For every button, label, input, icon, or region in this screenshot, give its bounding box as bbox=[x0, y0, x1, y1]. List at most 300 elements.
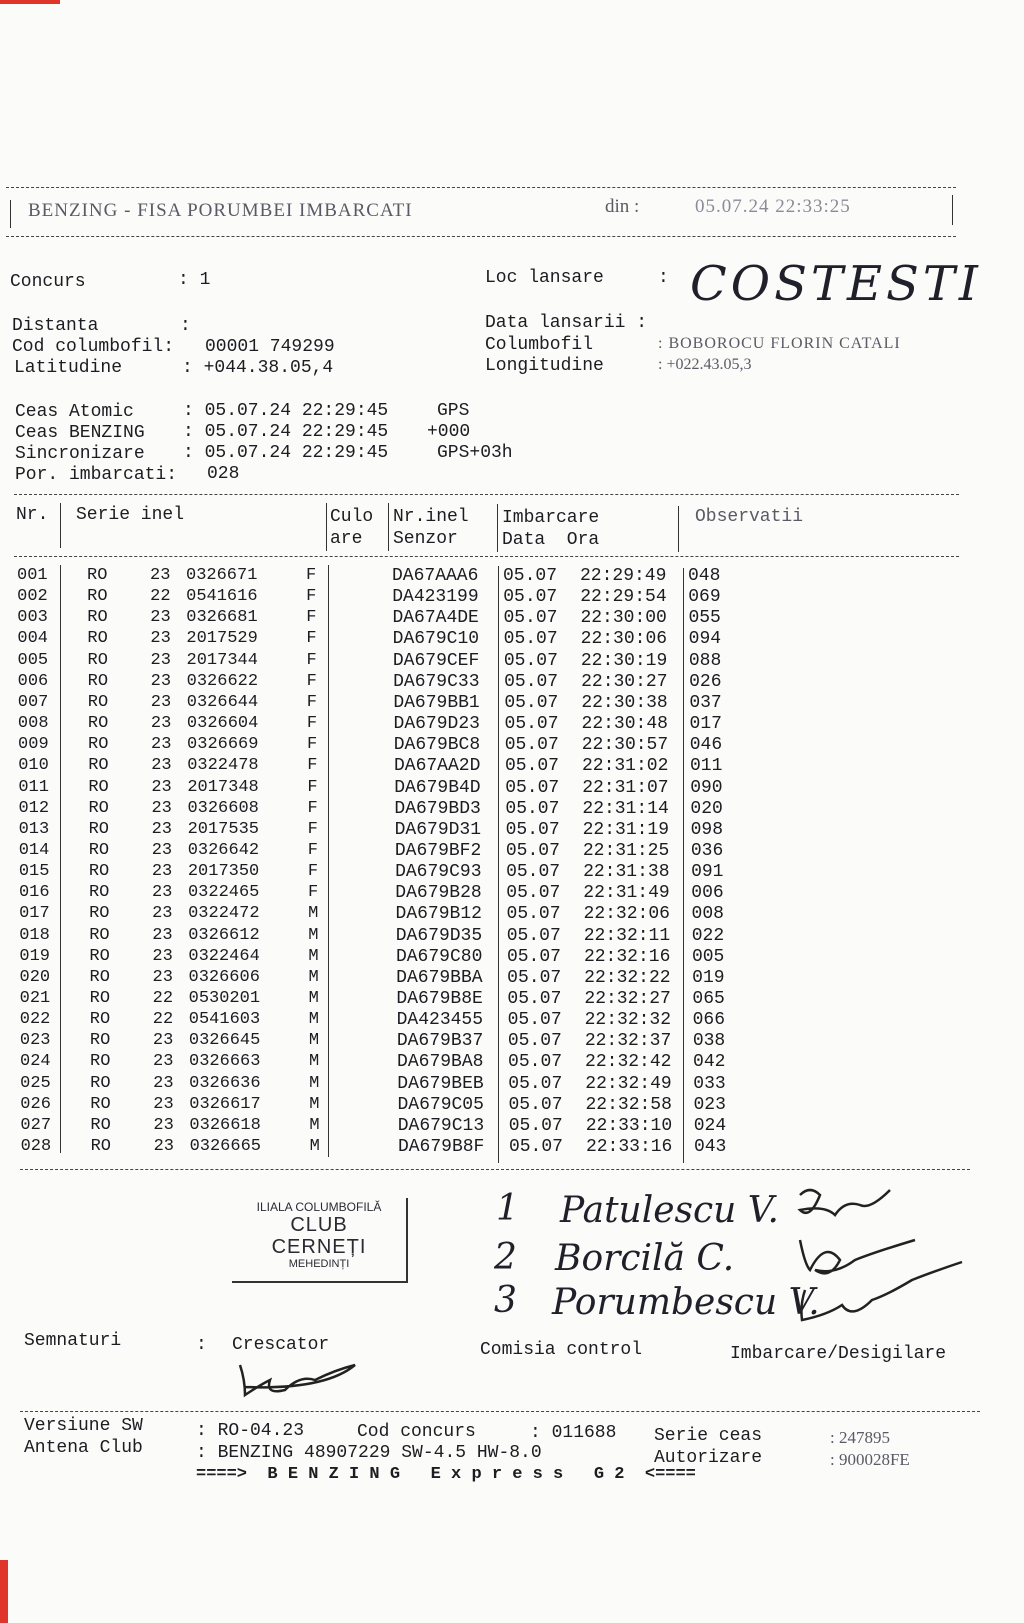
row-nr: 013 bbox=[18, 819, 50, 839]
row-country: RO bbox=[89, 925, 110, 945]
row-nr: 004 bbox=[17, 629, 48, 649]
cod-concurs-value: : 011688 bbox=[530, 1423, 617, 1443]
versiune-sw-label: Versiune SW bbox=[24, 1416, 143, 1436]
row-time: 22:29:54 bbox=[580, 587, 667, 608]
row-observatii: 048 bbox=[688, 566, 721, 586]
row-time: 22:31:07 bbox=[582, 777, 669, 798]
row-date: 05.07 bbox=[505, 777, 560, 798]
col-header-culoare-2: are bbox=[330, 529, 363, 549]
row-year: 23 bbox=[152, 1031, 174, 1051]
semnaturi-label: Semnaturi bbox=[24, 1331, 122, 1351]
antena-club-label: Antena Club bbox=[24, 1438, 143, 1458]
row-country: RO bbox=[89, 989, 111, 1008]
stamp-line-3: CERNEȚI bbox=[271, 1236, 367, 1258]
row-nr: 010 bbox=[18, 756, 49, 776]
row-time: 22:32:11 bbox=[583, 925, 671, 946]
row-country: RO bbox=[87, 692, 109, 712]
longitudine-label: Longitudine bbox=[485, 356, 604, 376]
row-nr: 025 bbox=[20, 1073, 51, 1093]
row-observatii: 088 bbox=[688, 650, 722, 671]
row-observatii: 005 bbox=[691, 946, 725, 967]
row-date: 05.07 bbox=[503, 629, 558, 650]
row-time: 22:32:37 bbox=[584, 1031, 672, 1052]
row-sensor: DA67A4DE bbox=[392, 608, 479, 629]
cod-concurs-label: Cod concurs bbox=[357, 1422, 476, 1442]
row-ring-number: 0326669 bbox=[187, 735, 259, 755]
row-country: RO bbox=[87, 671, 109, 691]
row-time: 22:32:49 bbox=[585, 1073, 672, 1094]
row-year: 23 bbox=[150, 566, 171, 585]
row-date: 05.07 bbox=[504, 735, 559, 756]
row-country: RO bbox=[88, 862, 110, 882]
row-sex: F bbox=[306, 587, 317, 607]
row-sensor: DA423199 bbox=[392, 587, 479, 608]
row-ring-number: 0326618 bbox=[189, 1115, 261, 1135]
row-date: 05.07 bbox=[505, 819, 560, 840]
footer-top-border bbox=[20, 1411, 980, 1412]
stamp-line-2: CLUB bbox=[290, 1214, 348, 1236]
row-sensor: DA679B28 bbox=[395, 883, 482, 904]
row-time: 22:32:16 bbox=[583, 946, 671, 967]
row-sex: M bbox=[308, 989, 319, 1008]
row-year: 23 bbox=[150, 692, 172, 712]
row-country: RO bbox=[89, 1031, 111, 1051]
commission-member-3: Porumbescu V. bbox=[552, 1282, 820, 1323]
row-year: 22 bbox=[152, 1010, 174, 1030]
row-ring-number: 2017348 bbox=[187, 777, 259, 797]
col-header-nr: Nr. bbox=[16, 505, 49, 525]
row-nr: 008 bbox=[17, 714, 49, 734]
autorizare-value: : 900028FE bbox=[830, 1450, 910, 1469]
row-year: 23 bbox=[152, 925, 173, 945]
row-country: RO bbox=[88, 756, 109, 776]
row-nr: 026 bbox=[20, 1094, 51, 1114]
row-date: 05.07 bbox=[504, 714, 559, 735]
row-country: RO bbox=[90, 1052, 111, 1072]
row-nr: 007 bbox=[17, 692, 49, 712]
row-date: 05.07 bbox=[503, 587, 558, 608]
row-sensor: DA679BB1 bbox=[393, 692, 480, 713]
row-year: 23 bbox=[153, 1115, 174, 1135]
row-observatii: 042 bbox=[693, 1052, 726, 1073]
row-time: 22:32:22 bbox=[584, 967, 671, 988]
row-observatii: 036 bbox=[690, 840, 724, 861]
sincronizare-extra: GPS+03h bbox=[437, 443, 513, 463]
col-header-observatii: Observatii bbox=[695, 507, 804, 527]
row-observatii: 011 bbox=[689, 756, 723, 777]
row-date: 05.07 bbox=[503, 566, 558, 586]
row-date: 05.07 bbox=[508, 1052, 563, 1073]
loc-sep: : bbox=[658, 268, 669, 288]
row-sensor: DA423455 bbox=[396, 1010, 484, 1031]
row-sex: M bbox=[309, 1052, 320, 1072]
row-time: 22:30:19 bbox=[580, 650, 668, 671]
row-ring-number: 0326612 bbox=[188, 925, 260, 945]
row-sex: M bbox=[309, 1115, 320, 1135]
row-year: 23 bbox=[150, 650, 171, 670]
row-date: 05.07 bbox=[505, 840, 560, 861]
columbofil-label: Columbofil bbox=[485, 335, 594, 355]
row-date: 05.07 bbox=[506, 946, 561, 967]
row-ring-number: 0326681 bbox=[186, 608, 258, 628]
row-nr: 023 bbox=[19, 1031, 51, 1051]
cod-columbofil-value: 00001 749299 bbox=[205, 337, 335, 357]
row-sensor: DA679C05 bbox=[397, 1094, 484, 1115]
row-observatii: 023 bbox=[693, 1094, 726, 1115]
sincronizare-label: Sincronizare bbox=[15, 444, 145, 464]
row-sensor: DA679C80 bbox=[395, 946, 483, 967]
row-country: RO bbox=[89, 1010, 111, 1030]
row-observatii: 091 bbox=[691, 862, 724, 883]
row-sex: F bbox=[307, 862, 319, 882]
row-ring-number: 0322465 bbox=[187, 883, 260, 903]
row-time: 22:31:19 bbox=[582, 819, 670, 840]
row-country: RO bbox=[87, 608, 108, 628]
row-nr: 012 bbox=[18, 798, 50, 818]
row-ring-number: 0326671 bbox=[186, 566, 258, 585]
row-sex: M bbox=[308, 904, 319, 924]
row-sex: F bbox=[307, 756, 318, 776]
commission-number-3: 3 bbox=[494, 1280, 517, 1321]
row-sensor: DA67AAA6 bbox=[392, 566, 479, 586]
distanta-sep: : bbox=[180, 316, 191, 336]
row-ring-number: 0541603 bbox=[188, 1010, 261, 1030]
stamp-line-1: ILIALA COLUMBOFILĂ bbox=[256, 1200, 382, 1214]
row-year: 23 bbox=[151, 819, 172, 839]
row-sex: F bbox=[306, 692, 317, 712]
row-nr: 006 bbox=[17, 671, 49, 691]
row-observatii: 022 bbox=[691, 925, 725, 946]
row-sensor: DA67AA2D bbox=[393, 756, 481, 777]
row-nr: 019 bbox=[19, 946, 50, 966]
row-country: RO bbox=[89, 946, 110, 966]
row-nr: 003 bbox=[17, 608, 48, 628]
row-ring-number: 0326622 bbox=[186, 671, 259, 691]
row-year: 23 bbox=[151, 735, 172, 755]
row-nr: 022 bbox=[19, 1010, 51, 1030]
row-year: 23 bbox=[151, 777, 172, 797]
row-date: 05.07 bbox=[508, 1073, 563, 1094]
row-sex: M bbox=[308, 967, 319, 987]
row-ring-number: 0326663 bbox=[189, 1052, 261, 1072]
row-date: 05.07 bbox=[503, 608, 558, 629]
row-country: RO bbox=[87, 566, 108, 585]
ceas-atomic-label: Ceas Atomic bbox=[15, 402, 134, 422]
row-country: RO bbox=[88, 819, 109, 839]
row-ring-number: 0322464 bbox=[188, 946, 260, 966]
row-time: 22:30:38 bbox=[581, 692, 668, 713]
row-date: 05.07 bbox=[507, 967, 562, 988]
row-sex: F bbox=[306, 608, 317, 628]
row-nr: 002 bbox=[17, 587, 48, 607]
commission-member-1: Patulescu V. bbox=[560, 1190, 779, 1231]
row-nr: 020 bbox=[19, 967, 51, 987]
row-time: 22:33:10 bbox=[585, 1115, 673, 1136]
row-date: 05.07 bbox=[507, 1031, 562, 1052]
ceas-benzing-label: Ceas BENZING bbox=[15, 423, 145, 443]
row-date: 05.07 bbox=[503, 650, 558, 671]
row-sensor: DA679CEF bbox=[392, 650, 480, 671]
row-observatii: 038 bbox=[692, 1031, 726, 1052]
porumbei-imbarcati-label: Por. imbarcati: bbox=[15, 465, 178, 485]
columbofil-value: : BOBOROCU FLORIN CATALI bbox=[658, 335, 901, 352]
col-header-imbarcare: Imbarcare bbox=[502, 508, 600, 528]
row-country: RO bbox=[88, 840, 110, 860]
loc-label: Loc lansare bbox=[485, 268, 604, 288]
row-year: 23 bbox=[151, 756, 172, 776]
serie-ceas-label: Serie ceas bbox=[654, 1426, 763, 1446]
row-observatii: 020 bbox=[690, 798, 723, 819]
row-ring-number: 0530201 bbox=[188, 989, 261, 1008]
row-sex: F bbox=[307, 840, 318, 860]
row-sex: F bbox=[307, 735, 318, 755]
row-sex: F bbox=[306, 566, 317, 585]
longitudine-value: : +022.43.05,3 bbox=[658, 356, 752, 373]
row-year: 23 bbox=[151, 798, 172, 818]
ceas-benzing-extra: +000 bbox=[427, 422, 471, 442]
row-time: 22:29:49 bbox=[580, 566, 667, 586]
row-ring-number: 0326606 bbox=[188, 967, 260, 987]
row-time: 22:30:06 bbox=[580, 629, 668, 650]
sincronizare-value: : 05.07.24 22:29:45 bbox=[183, 443, 389, 463]
row-sex: M bbox=[309, 1073, 320, 1093]
row-sensor: DA679B4D bbox=[394, 777, 481, 798]
row-observatii: 094 bbox=[688, 629, 722, 650]
row-time: 22:31:14 bbox=[582, 798, 669, 819]
row-time: 22:31:02 bbox=[581, 756, 669, 777]
row-country: RO bbox=[87, 714, 109, 734]
row-sensor: DA679C10 bbox=[392, 629, 480, 650]
row-sensor: DA679BC8 bbox=[393, 735, 481, 756]
row-sex: M bbox=[308, 1031, 320, 1051]
row-year: 23 bbox=[153, 1137, 174, 1157]
row-sex: M bbox=[309, 1094, 320, 1114]
row-year: 23 bbox=[151, 862, 173, 882]
row-observatii: 065 bbox=[692, 989, 725, 1009]
row-nr: 027 bbox=[20, 1115, 52, 1135]
row-year: 23 bbox=[152, 904, 173, 924]
row-observatii: 026 bbox=[689, 671, 722, 692]
row-observatii: 037 bbox=[689, 692, 722, 713]
row-date: 05.07 bbox=[506, 883, 561, 904]
latitudine-value: : +044.38.05,4 bbox=[182, 358, 334, 378]
row-observatii: 046 bbox=[689, 735, 723, 756]
imbarcare-desigilare-label: Imbarcare/Desigilare bbox=[730, 1344, 947, 1364]
ceas-atomic-value: : 05.07.24 22:29:45 bbox=[183, 401, 389, 421]
row-sensor: DA679C33 bbox=[393, 671, 480, 692]
col-header-nrinel-2: Senzor bbox=[393, 529, 458, 549]
row-observatii: 043 bbox=[693, 1137, 727, 1158]
commission-number-2: 2 bbox=[494, 1237, 517, 1278]
row-country: RO bbox=[88, 777, 109, 797]
row-ring-number: 0326604 bbox=[186, 714, 259, 734]
row-nr: 018 bbox=[19, 925, 50, 945]
row-nr: 024 bbox=[20, 1052, 51, 1072]
row-time: 22:31:38 bbox=[583, 862, 670, 883]
row-year: 23 bbox=[152, 967, 173, 987]
row-year: 23 bbox=[150, 671, 172, 691]
col-header-culoare: Culo bbox=[330, 507, 374, 527]
row-sensor: DA679B8F bbox=[397, 1137, 485, 1158]
row-sensor: DA679D31 bbox=[394, 819, 482, 840]
row-sex: M bbox=[308, 946, 319, 966]
row-year: 23 bbox=[153, 1052, 174, 1072]
row-date: 05.07 bbox=[506, 925, 561, 946]
row-year: 22 bbox=[150, 587, 171, 607]
row-country: RO bbox=[88, 883, 110, 903]
row-date: 05.07 bbox=[506, 862, 561, 883]
row-sensor: DA679B12 bbox=[395, 904, 482, 925]
row-observatii: 066 bbox=[692, 1010, 726, 1031]
row-time: 22:32:06 bbox=[583, 904, 670, 925]
loc-value-handwritten: COSTESTI bbox=[690, 256, 982, 312]
row-time: 22:30:57 bbox=[581, 735, 669, 756]
row-year: 23 bbox=[150, 714, 172, 734]
row-country: RO bbox=[90, 1073, 111, 1093]
row-country: RO bbox=[89, 967, 110, 987]
row-observatii: 055 bbox=[688, 608, 721, 629]
serie-ceas-value: : 247895 bbox=[830, 1428, 890, 1447]
row-nr: 009 bbox=[18, 735, 49, 755]
row-time: 22:31:25 bbox=[582, 840, 670, 861]
row-time: 22:30:48 bbox=[581, 714, 668, 735]
row-sex: F bbox=[307, 798, 318, 818]
row-date: 05.07 bbox=[504, 756, 559, 777]
concurs-value: : 1 bbox=[178, 270, 211, 290]
row-sensor: DA679C13 bbox=[397, 1115, 485, 1136]
row-date: 05.07 bbox=[508, 1094, 563, 1115]
row-time: 22:33:16 bbox=[585, 1137, 673, 1158]
concurs-label: Concurs bbox=[10, 272, 86, 292]
commission-number-1: 1 bbox=[496, 1188, 519, 1229]
data-lansarii-label: Data lansarii : bbox=[485, 313, 648, 333]
row-observatii: 024 bbox=[693, 1115, 727, 1136]
row-nr: 005 bbox=[17, 650, 49, 670]
row-sensor: DA679B8E bbox=[396, 989, 483, 1009]
row-country: RO bbox=[87, 629, 108, 649]
row-sex: F bbox=[306, 671, 317, 691]
row-time: 22:32:32 bbox=[584, 1010, 672, 1031]
row-country: RO bbox=[88, 735, 109, 755]
row-ring-number: 2017535 bbox=[187, 819, 259, 839]
row-sensor: DA679BEB bbox=[397, 1073, 484, 1094]
row-year: 23 bbox=[152, 946, 173, 966]
row-observatii: 098 bbox=[690, 819, 724, 840]
din-label: din : bbox=[605, 196, 640, 217]
row-country: RO bbox=[87, 587, 108, 607]
row-date: 05.07 bbox=[507, 1010, 562, 1031]
row-country: RO bbox=[90, 1137, 111, 1157]
row-date: 05.07 bbox=[508, 1137, 563, 1158]
row-nr: 001 bbox=[17, 566, 48, 585]
row-year: 23 bbox=[151, 883, 173, 903]
col-header-serie: Serie inel bbox=[76, 505, 185, 525]
row-time: 22:31:49 bbox=[583, 883, 670, 904]
col-header-imbarcare-2: Data Ora bbox=[502, 530, 600, 550]
ceas-benzing-value: : 05.07.24 22:29:45 bbox=[183, 422, 389, 442]
comisia-control-label: Comisia control bbox=[480, 1340, 643, 1360]
versiune-sw-value: : RO-04.23 bbox=[196, 1421, 305, 1441]
row-time: 22:30:27 bbox=[581, 671, 668, 692]
row-nr: 011 bbox=[18, 777, 49, 797]
row-country: RO bbox=[90, 1094, 111, 1114]
row-sex: F bbox=[307, 883, 319, 903]
row-ring-number: 2017529 bbox=[186, 629, 258, 649]
row-sex: M bbox=[308, 925, 319, 945]
row-sex: M bbox=[308, 1010, 319, 1030]
row-country: RO bbox=[87, 650, 108, 670]
row-country: RO bbox=[89, 904, 110, 924]
row-sensor: DA679BA8 bbox=[397, 1052, 484, 1073]
row-nr: 015 bbox=[18, 862, 50, 882]
row-date: 05.07 bbox=[504, 692, 559, 713]
row-sex: F bbox=[306, 629, 317, 649]
row-country: RO bbox=[88, 798, 109, 818]
row-ring-number: 0322478 bbox=[187, 756, 259, 776]
row-ring-number: 0322472 bbox=[188, 904, 260, 924]
row-observatii: 008 bbox=[691, 904, 724, 925]
col-header-nrinel: Nr.inel bbox=[393, 507, 469, 527]
row-time: 22:32:42 bbox=[585, 1052, 672, 1073]
row-ring-number: 0326642 bbox=[187, 840, 260, 860]
row-sensor: DA679BBA bbox=[396, 967, 483, 988]
row-time: 22:32:27 bbox=[584, 989, 671, 1009]
row-time: 22:32:58 bbox=[585, 1094, 672, 1115]
row-nr: 014 bbox=[18, 840, 50, 860]
row-observatii: 019 bbox=[692, 967, 725, 988]
row-sensor: DA679D23 bbox=[393, 714, 480, 735]
row-observatii: 017 bbox=[689, 714, 722, 735]
row-sex: F bbox=[306, 714, 318, 734]
row-year: 23 bbox=[151, 840, 173, 860]
row-ring-number: 0326617 bbox=[189, 1094, 261, 1114]
page-title: BENZING - FISA PORUMBEI IMBARCATI bbox=[28, 200, 413, 221]
row-year: 23 bbox=[153, 1073, 174, 1093]
row-sex: M bbox=[309, 1137, 320, 1157]
autorizare-label: Autorizare bbox=[654, 1448, 763, 1468]
row-sensor: DA679D35 bbox=[395, 925, 483, 946]
row-nr: 028 bbox=[20, 1137, 52, 1157]
stamp-line-4: MEHEDINȚI bbox=[288, 1258, 350, 1270]
row-ring-number: 0326608 bbox=[187, 798, 259, 818]
din-value: 05.07.24 22:33:25 bbox=[695, 196, 851, 217]
row-time: 22:30:00 bbox=[580, 608, 667, 629]
antena-club-value: : BENZING 48907229 SW-4.5 HW-8.0 bbox=[196, 1443, 542, 1463]
row-sensor: DA679B37 bbox=[396, 1031, 484, 1052]
semnaturi-sep: : bbox=[196, 1335, 207, 1355]
row-ring-number: 0326665 bbox=[189, 1137, 261, 1157]
row-sensor: DA679C93 bbox=[395, 862, 482, 883]
row-sensor: DA679BF2 bbox=[394, 840, 482, 861]
row-sensor: DA679BD3 bbox=[394, 798, 481, 819]
distanta-label: Distanta bbox=[12, 316, 99, 336]
crescator-label: Crescator bbox=[232, 1335, 330, 1355]
row-ring-number: 2017350 bbox=[187, 862, 260, 882]
row-ring-number: 0326644 bbox=[186, 692, 259, 712]
row-year: 23 bbox=[150, 629, 171, 649]
row-ring-number: 0326645 bbox=[188, 1031, 261, 1051]
row-ring-number: 0326636 bbox=[189, 1073, 261, 1093]
row-date: 05.07 bbox=[508, 1115, 563, 1136]
row-sex: F bbox=[307, 819, 318, 839]
row-country: RO bbox=[90, 1115, 111, 1135]
porumbei-imbarcati-value: 028 bbox=[207, 464, 240, 484]
cod-columbofil-label: Cod columbofil: bbox=[12, 337, 175, 357]
row-nr: 016 bbox=[18, 883, 50, 903]
row-year: 22 bbox=[152, 989, 174, 1008]
row-date: 05.07 bbox=[504, 671, 559, 692]
row-year: 23 bbox=[150, 608, 171, 628]
